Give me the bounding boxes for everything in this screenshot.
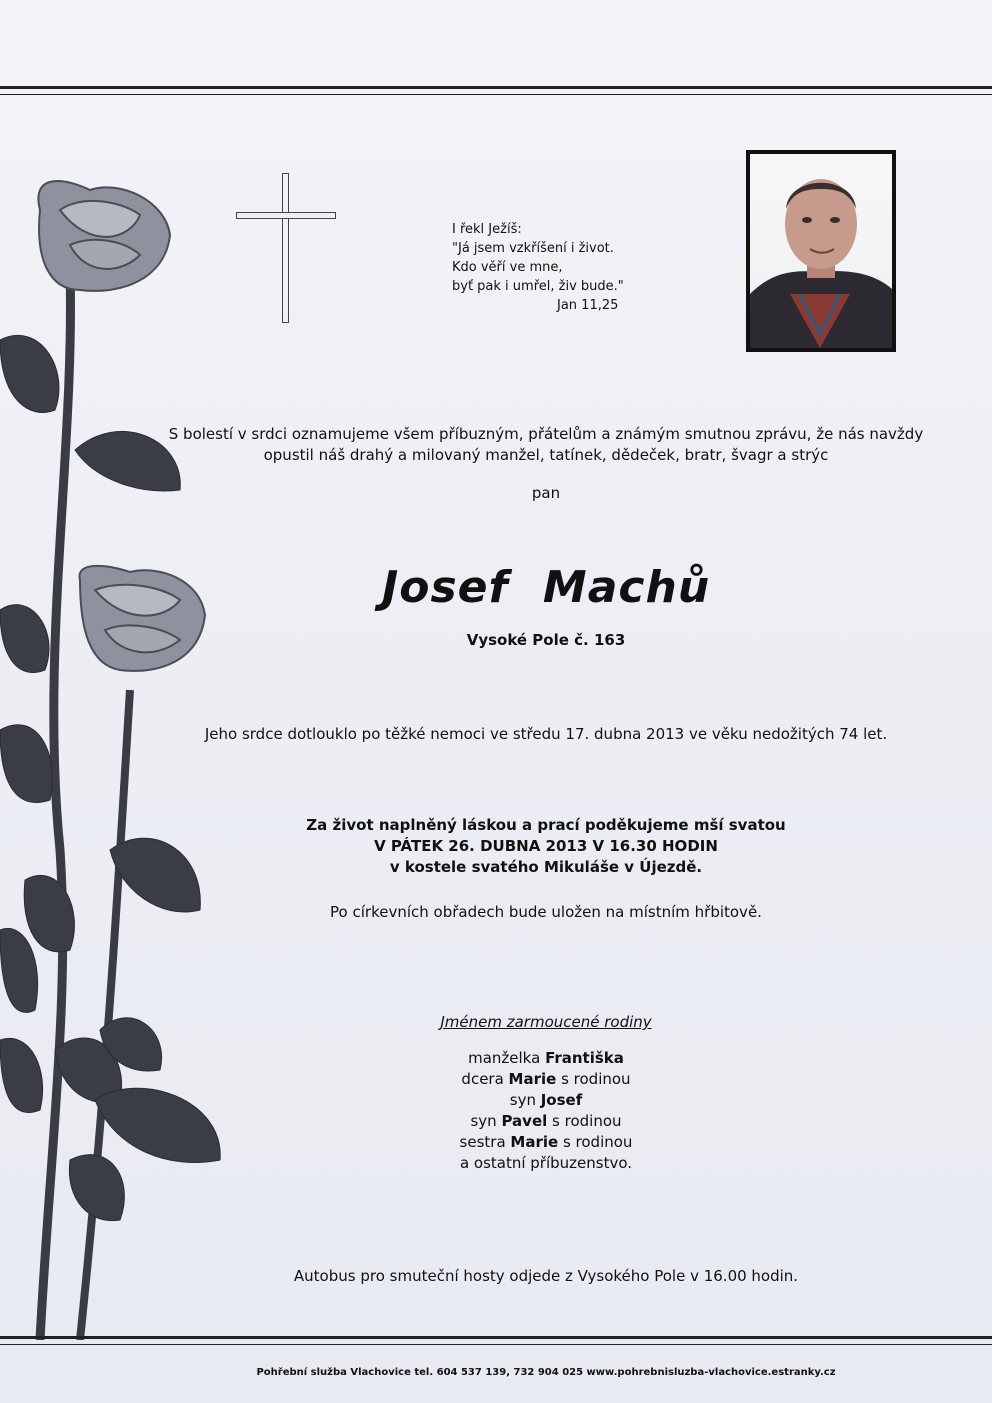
- family-name: Josef: [540, 1091, 583, 1109]
- bus-info: Autobus pro smuteční hosty odjede z Vysokého Pole v 16.00 hodin.: [293, 1267, 799, 1285]
- family-member: [0, 1069, 992, 1090]
- family-relation: manželka: [468, 1049, 546, 1067]
- quote-line: I řekl Ježíš:: [452, 222, 522, 237]
- family-name: Marie: [510, 1133, 559, 1151]
- family-suffix: s rodinou: [547, 1112, 622, 1130]
- family-heading-text: Jménem zarmoucené rodiny: [440, 1013, 652, 1031]
- family-member: [0, 1153, 992, 1174]
- ceremony-place: v kostele svatého Mikuláše v Újezdě.: [389, 858, 703, 876]
- announcement-line: S bolestí v srdci oznamujeme všem příbuzným, přátelům a známým smutnou zprávu, že nás navždy: [168, 425, 924, 443]
- burial-info: Po církevních obřadech bude uložen na místním hřbitově.: [330, 903, 762, 921]
- family-relation: dcera: [461, 1070, 509, 1088]
- quote-line: Kdo věří ve mne,: [452, 260, 563, 275]
- bottom-rule-thick: [0, 1336, 992, 1339]
- family-suffix: s rodinou: [556, 1070, 631, 1088]
- family-suffix: s rodinou: [558, 1133, 633, 1151]
- family-relation: syn: [509, 1091, 541, 1109]
- family-member: [0, 1132, 992, 1153]
- family-name: Marie: [508, 1070, 557, 1088]
- family-name: Pavel: [501, 1112, 548, 1130]
- portrait-figure: [750, 154, 892, 348]
- bible-quote: [452, 220, 624, 315]
- family-heading: [0, 1012, 992, 1033]
- family-member: [0, 1090, 992, 1111]
- announcement-line: opustil náš drahý a milovaný manžel, tatínek, dědeček, bratr, švagr a strýc: [263, 446, 829, 464]
- portrait-photo: [746, 150, 896, 352]
- quote-line: byť pak i umřel, živ bude.": [452, 279, 624, 294]
- ceremony-date: V PÁTEK 26. DUBNA 2013 V 16.30 HODIN: [374, 837, 718, 855]
- bottom-rule-thin: [0, 1344, 992, 1345]
- family-relation: syn: [470, 1112, 502, 1130]
- family-relation: sestra: [459, 1133, 511, 1151]
- ceremony-info: [0, 815, 992, 878]
- rose-head-upper: [38, 181, 170, 291]
- top-rule-thin: [0, 94, 992, 95]
- funeral-service-footer: Pohřební služba Vlachovice tel. 604 537 139, 732 904 025 www.pohrebnisluzba-vlachovice.estranky.cz: [256, 1367, 836, 1378]
- cross-icon-bar: [236, 212, 336, 219]
- deceased-address: Vysoké Pole č. 163: [466, 631, 626, 649]
- quote-line: "Já jsem vzkříšení i život.: [452, 241, 614, 256]
- cross-icon: [282, 173, 289, 323]
- ceremony-line: Za život naplněný láskou a prací poděkujeme mší svatou: [306, 816, 786, 834]
- family-member: [0, 1111, 992, 1132]
- family-relation: a ostatní příbuzenstvo.: [459, 1154, 633, 1172]
- deceased-name: Josef Machů: [381, 562, 711, 613]
- rose-leaf: [0, 335, 59, 412]
- title-pan: pan: [531, 484, 561, 502]
- family-name: Františka: [545, 1049, 624, 1067]
- family-list: [0, 1048, 992, 1174]
- quote-reference: Jan 11,25: [557, 298, 619, 313]
- death-info: Jeho srdce dotlouklo po těžké nemoci ve středu 17. dubna 2013 ve věku nedožitých 74 let.: [204, 725, 888, 743]
- top-rule-thick: [0, 86, 992, 89]
- family-member: [0, 1048, 992, 1069]
- announcement: [0, 424, 992, 466]
- rose-leaf: [0, 928, 38, 1012]
